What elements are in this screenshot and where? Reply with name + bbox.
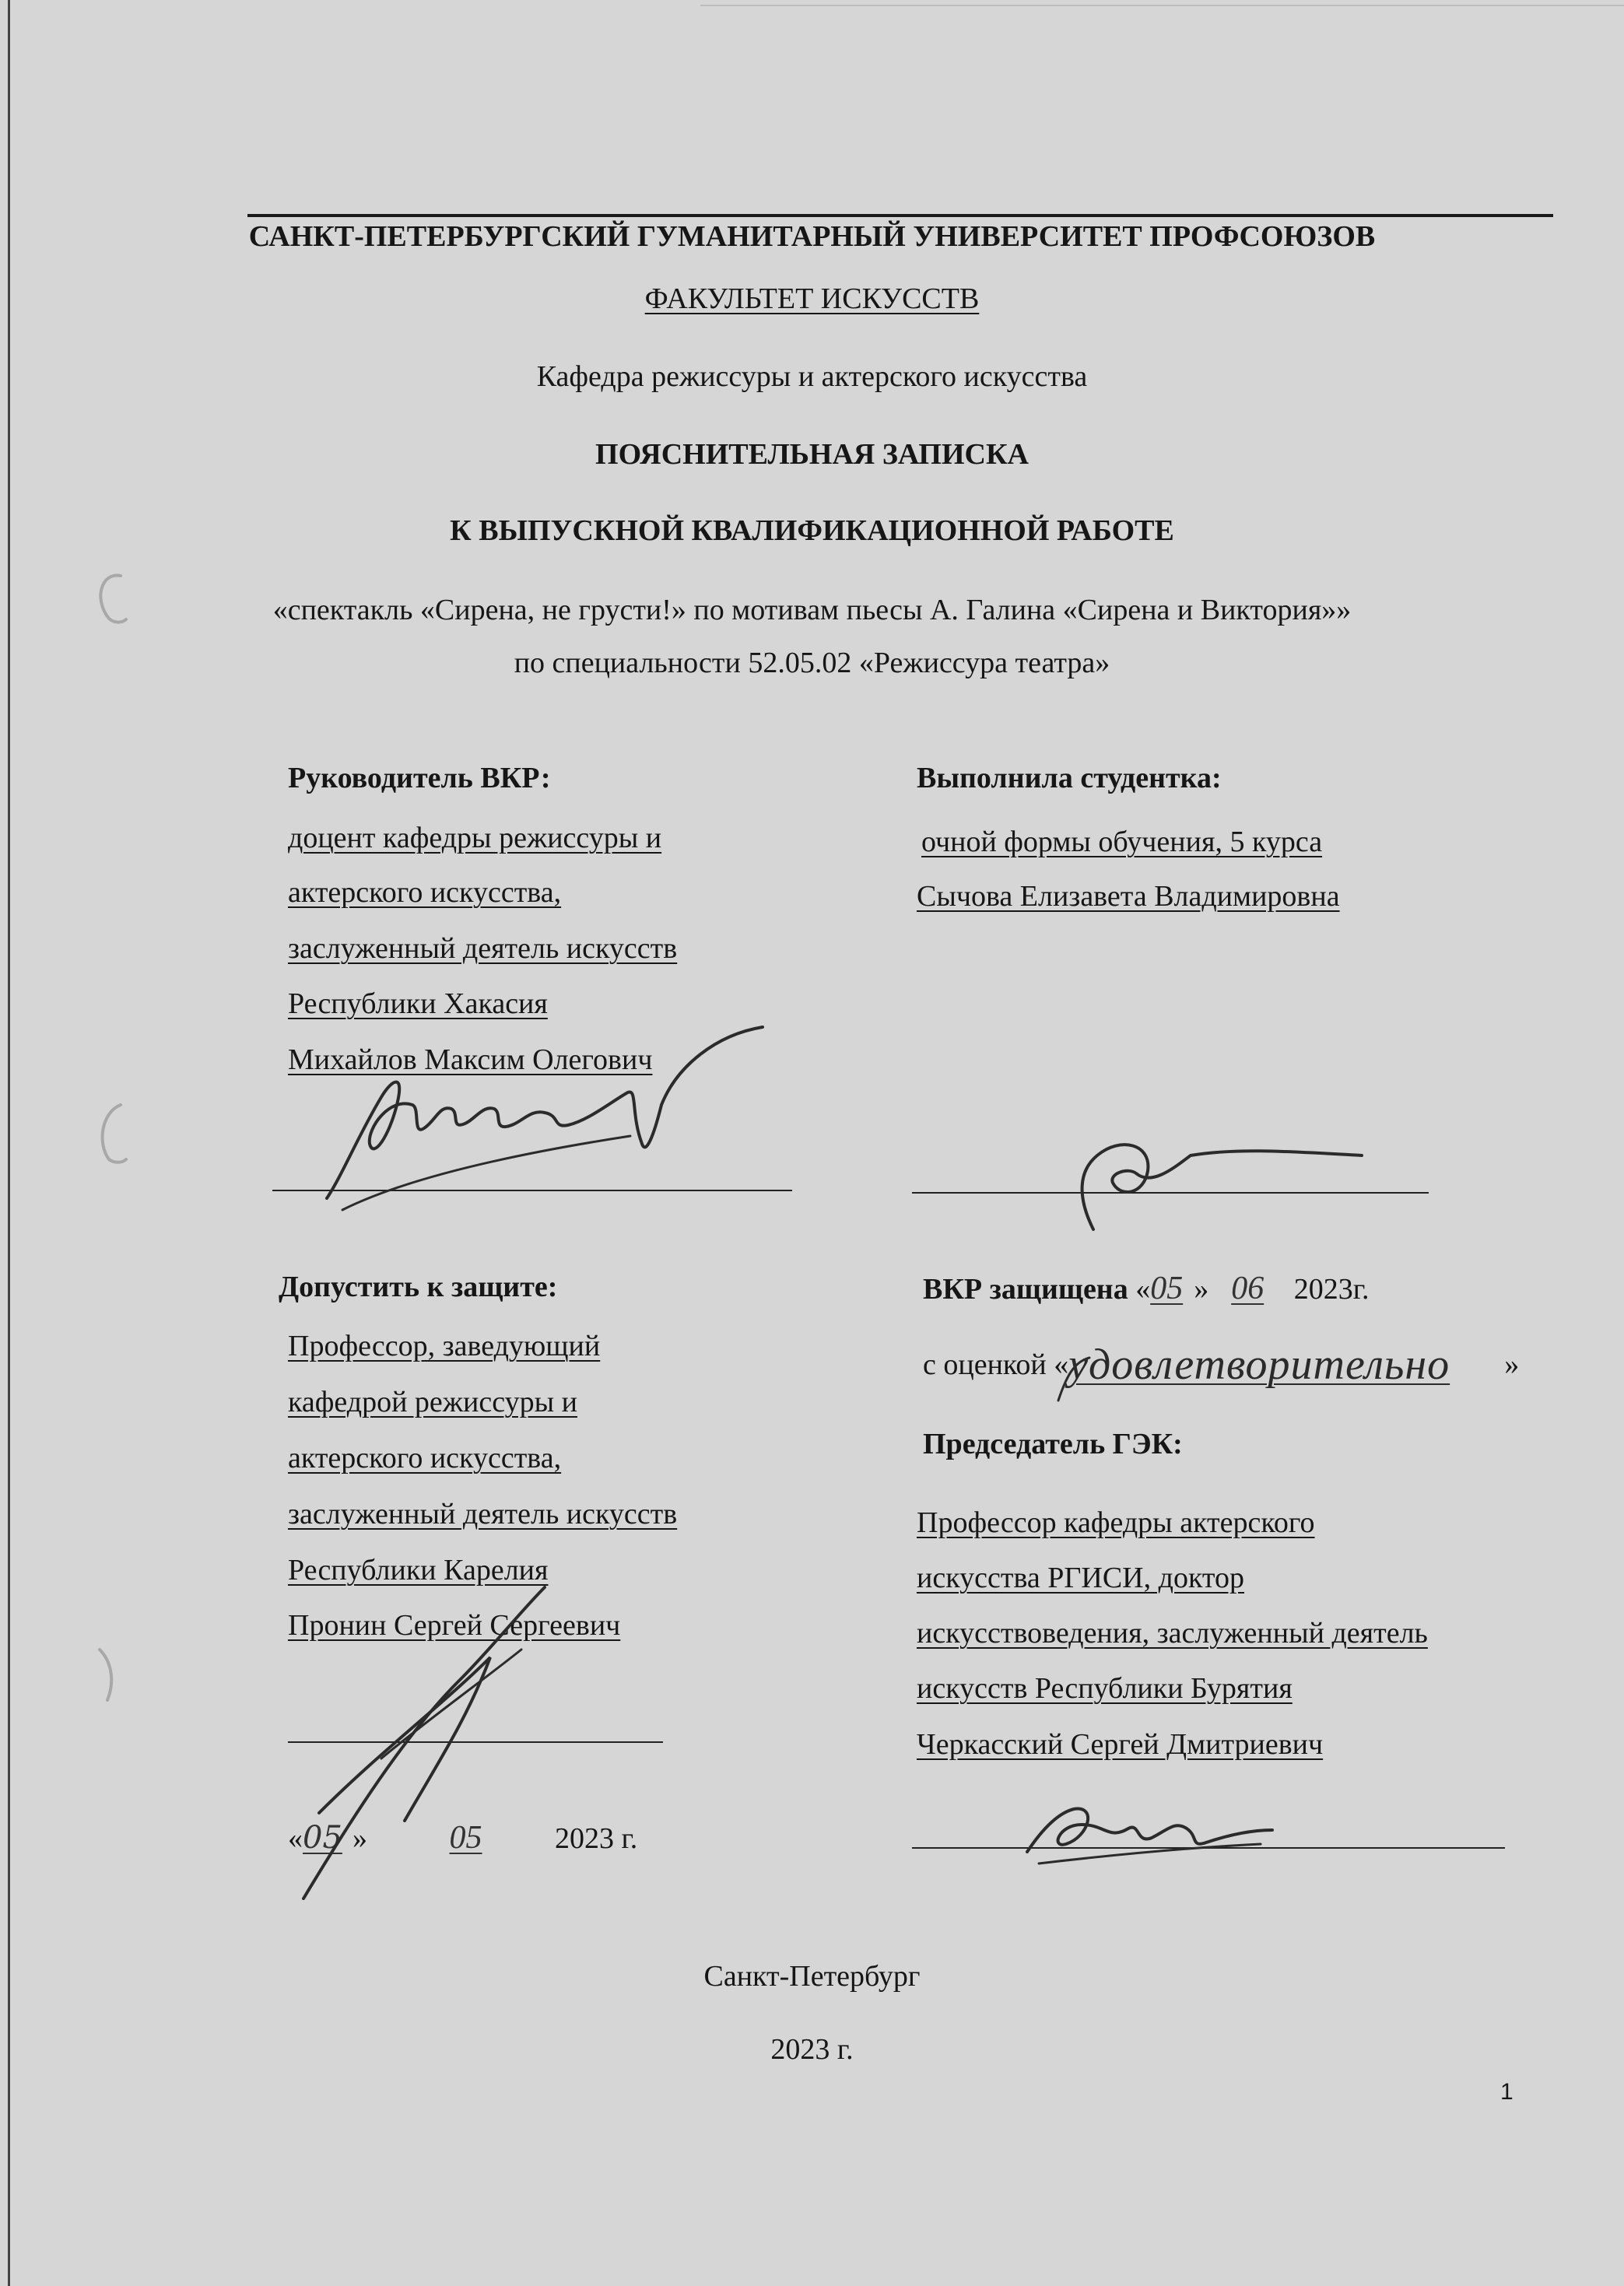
supervisor-signature	[296, 1019, 794, 1222]
admission-name: Пронин Сергей Сергеевич	[288, 1609, 621, 1642]
student-line: очной формы обучения, 5 курса	[921, 826, 1323, 858]
supervisor-line: актерского искусства,	[288, 876, 562, 909]
admission-date: «05 » 05 2023 г.	[288, 1820, 638, 1856]
doc-title-line2: К ВЫПУСКНОЙ КВАЛИФИКАЦИОННОЙ РАБОТЕ	[450, 514, 1174, 547]
supervisor-name: Михайлов Максим Олегович	[288, 1043, 653, 1076]
specialty: по специальности 52.05.02 «Режиссура театра»	[514, 647, 1110, 679]
grade-handwritten: удовлетворительно	[1068, 1341, 1450, 1389]
thesis-topic: «спектакль «Сирена, не грусти!» по мотивам пьесы А. Галина «Сирена и Виктория»»	[272, 594, 1352, 626]
admission-line: актерского искусства,	[288, 1442, 562, 1474]
admission-line: Республики Карелия	[288, 1554, 549, 1587]
student-signature	[1058, 1113, 1370, 1245]
scan-top-line	[700, 5, 1624, 6]
commission-line: искусства РГИСИ, доктор	[917, 1562, 1245, 1594]
student-name: Сычова Елизавета Владимировна	[917, 880, 1340, 913]
supervisor-heading: Руководитель ВКР:	[288, 762, 551, 794]
admission-line: Профессор, заведующий	[288, 1330, 601, 1362]
commission-line: Профессор кафедры актерского	[917, 1506, 1315, 1539]
university-name: САНКТ-ПЕТЕРБУРГСКИЙ ГУМАНИТАРНЫЙ УНИВЕРСИТЕТ ПРОФСОЮЗОВ	[248, 220, 1376, 253]
footer-year: 2023 г.	[770, 2033, 854, 2066]
supervisor-line: Республики Хакасия	[288, 987, 548, 1020]
commission-signature	[1012, 1782, 1276, 1867]
punch-mark	[84, 1642, 131, 1712]
commission-line: искусств Республики Бурятия	[917, 1672, 1293, 1705]
scan-edge	[8, 0, 10, 2286]
punch-mark	[78, 1089, 132, 1175]
supervisor-line: заслуженный деятель искусств	[288, 932, 678, 965]
defense-date: ВКР защищена «05 » 06 2023г.	[923, 1271, 1370, 1306]
commission-heading: Председатель ГЭК:	[923, 1428, 1183, 1460]
faculty-name	[0, 282, 1624, 316]
faculty-text: ФАКУЛЬТЕТ ИСКУССТВ	[644, 282, 980, 315]
footer-city: Санкт-Петербург	[703, 1960, 921, 1993]
doc-title-line1: ПОЯСНИТЕЛЬНАЯ ЗАПИСКА	[595, 438, 1029, 471]
header-rule	[247, 214, 1553, 217]
admission-line: кафедрой режиссуры и	[288, 1386, 577, 1418]
defense-grade: с оценкой «удовлетворительно »	[923, 1341, 1520, 1389]
page-number: 1	[1500, 2079, 1514, 2105]
admission-line: заслуженный деятель искусств	[288, 1498, 678, 1530]
admission-signature	[288, 1564, 693, 1914]
commission-line: искусствоведения, заслуженный деятель	[917, 1617, 1428, 1650]
admission-heading: Допустить к защите:	[279, 1271, 558, 1303]
student-heading: Выполнила студентка:	[917, 762, 1222, 794]
supervisor-line: доцент кафедры режиссуры и	[288, 822, 662, 854]
department-name: Кафедра режиссуры и актерского искусства	[536, 360, 1088, 393]
commission-name: Черкасский Сергей Дмитриевич	[917, 1728, 1324, 1761]
punch-mark	[78, 560, 132, 638]
grade-signature-flourish	[1043, 1315, 1587, 1416]
